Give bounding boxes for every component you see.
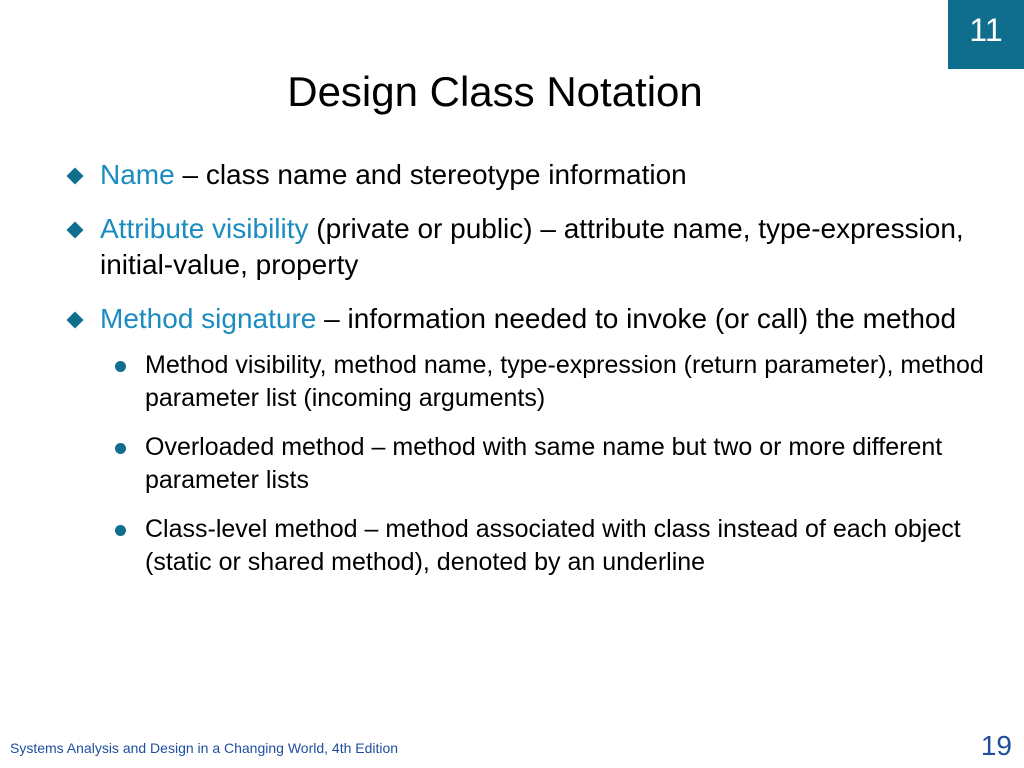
sub-bullet-list	[60, 349, 990, 579]
bullet-text: – class name and stereotype information	[174, 159, 687, 190]
footer-text: Systems Analysis and Design in a Changing World, 4th Edition	[10, 740, 399, 756]
dot-bullet-icon	[115, 361, 126, 372]
diamond-bullet-icon	[67, 168, 84, 185]
chapter-number: 11	[969, 12, 1003, 48]
bullet-text: (private or public) – attribute name, type-expression, initial-value, property	[100, 213, 964, 280]
sub-bullet-item	[100, 513, 990, 579]
sub-bullet-item	[100, 431, 990, 497]
sub-bullet-text: Method visibility, method name, type-expression (return parameter), method parameter list (incoming arguments)	[145, 351, 984, 412]
bullet-text: – information needed to invoke (or call) the method	[316, 303, 957, 334]
bullet-name	[60, 157, 990, 193]
bullet-term: Name	[100, 159, 175, 190]
dot-bullet-icon	[115, 443, 126, 454]
diamond-bullet-icon	[67, 312, 84, 329]
slide-content	[60, 157, 990, 595]
sub-bullet-text: Class-level method – method associated with class instead of each object (static or shared method), denoted by an underline	[145, 515, 961, 576]
slide-title: Design Class Notation	[287, 68, 703, 115]
diamond-bullet-icon	[67, 222, 84, 239]
chapter-number-badge	[948, 0, 1024, 69]
page-number: 19	[980, 730, 1012, 761]
bullet-method-signature	[60, 301, 990, 337]
bullet-attribute-visibility	[60, 211, 990, 283]
sub-bullet-text: Overloaded method – method with same name but two or more different parameter lists	[145, 433, 943, 494]
bullet-term: Method signature	[100, 303, 317, 334]
sub-bullet-item	[100, 349, 990, 415]
bullet-term: Attribute visibility	[100, 213, 309, 244]
dot-bullet-icon	[115, 525, 126, 536]
